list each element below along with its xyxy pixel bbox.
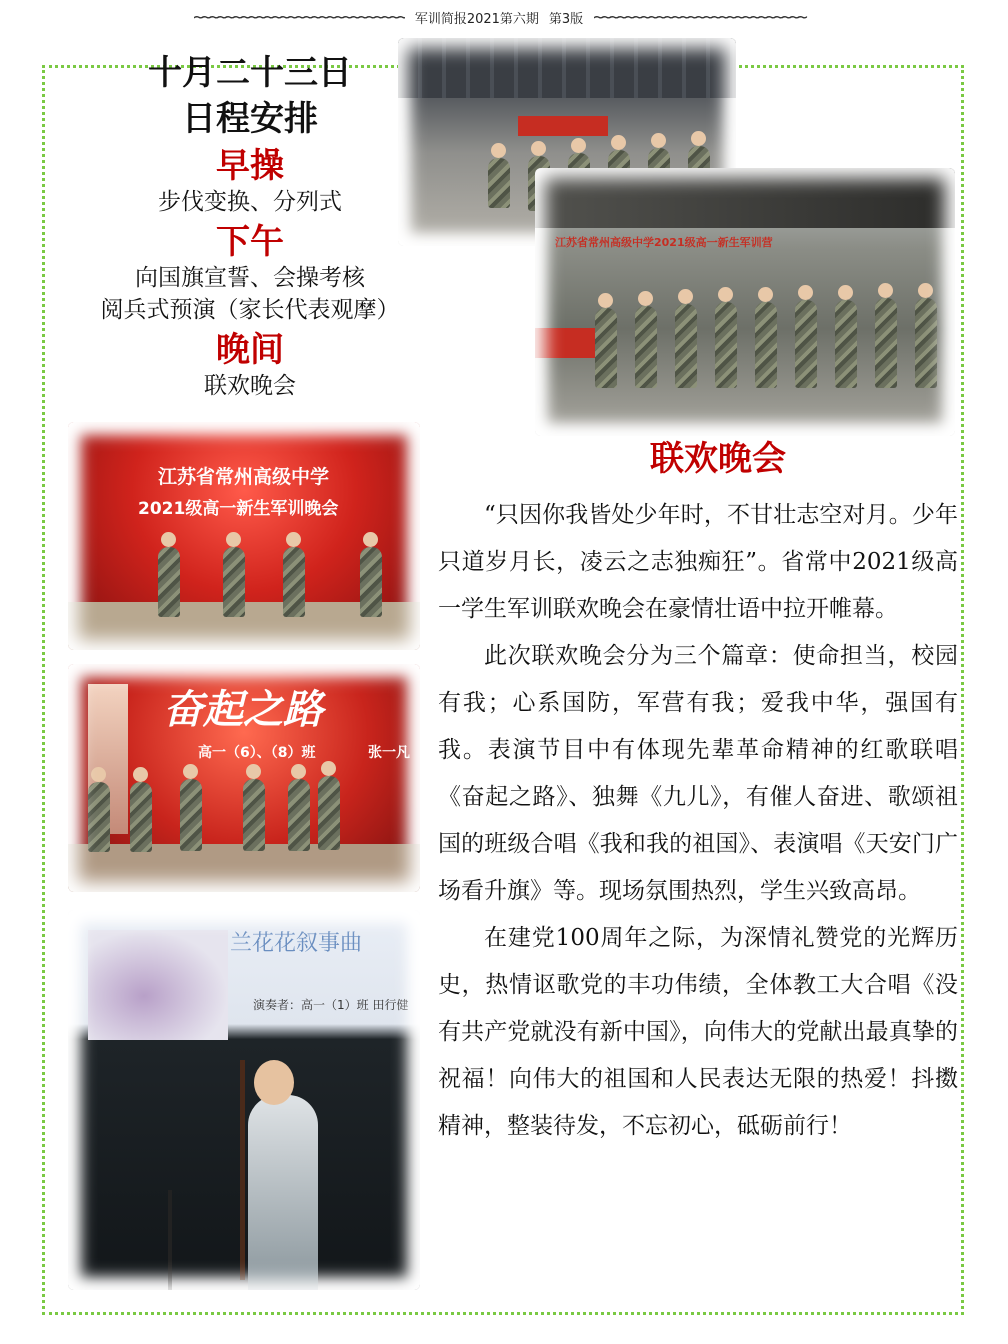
drill-banner: 江苏省常州高级中学2021级高一新生军训营: [555, 236, 773, 249]
gala-stage-photo: [68, 422, 420, 650]
drill-photo-parade: [535, 168, 955, 436]
erhu-performer: 演奏者：高一（1）班 田行健: [253, 998, 409, 1012]
song-title: 奋起之路: [163, 687, 323, 733]
article-body: [438, 492, 958, 1150]
schedule-title: 日程安排: [182, 99, 318, 139]
header-right-wave: ~~~~~~~~~~~~~~~~~~~~~~~~~~~: [593, 6, 805, 28]
gala-banner-line2: 2021级高一新生军训晚会: [138, 499, 339, 519]
song-performer: 张一凡: [368, 745, 410, 761]
page-header: [0, 4, 1008, 30]
article-paragraph: 在建党100周年之际，为深情礼赞党的光辉历史，热情讴歌党的丰功伟绩，全体教工大合唱《没有共产党就没有新中国》，向伟大的党献出最真挚的祝福！向伟大的祖国和人民表达无限的热爱！抖擞精神，整装待发，不忘初心，砥砺前行！: [438, 925, 958, 1139]
article-paragraph: 此次联欢晚会分为三个篇章：使命担当，校园有我；心系国防，军营有我；爱我中华，强国有我。表演节目中有体现先辈革命精神的红歌联唱《奋起之路》、独舞《九儿》，有催人奋进、歌颂祖国的班级合唱《我和我的祖国》、表演唱《天安门广场看升旗》等。现场氛围热烈，学生兴致高昂。: [438, 643, 958, 904]
schedule-section-morning: 早操: [216, 146, 284, 186]
schedule-item: 阅兵式预演（家长代表观摩）: [100, 297, 400, 323]
schedule-date: 十月二十三日: [148, 53, 352, 93]
song-performance-photo: [68, 664, 420, 892]
erhu-piece-title: 兰花花叙事曲: [230, 931, 363, 956]
header-left-wave: ~~~~~~~~~~~~~~~~~~~~~~~~~~~: [193, 6, 405, 28]
schedule-section-evening: 晚间: [216, 330, 284, 370]
schedule-item: 联欢晚会: [204, 373, 296, 399]
article-heading: 联欢晚会: [650, 439, 786, 479]
schedule-item: 向国旗宣誓、会操考核: [135, 265, 365, 291]
schedule-item: 步伐变换、分列式: [158, 189, 342, 215]
erhu-performance-photo: [68, 910, 420, 1290]
schedule-block: [60, 50, 440, 402]
page-number: 第3版: [548, 11, 584, 27]
gala-banner-line1: 江苏省常州高级中学: [158, 466, 330, 488]
schedule-section-afternoon: 下午: [216, 222, 284, 262]
newsletter-title: 军训简报2021第六期: [414, 11, 539, 27]
song-classes: 高一（6）、（8）班: [198, 745, 316, 761]
article-paragraph: “只因你我皆处少年时，不甘壮志空对月。少年只道岁月长，凌云之志独痴狂”。省常中2021级高一学生军训联欢晚会在豪情壮语中拉开帷幕。: [438, 502, 958, 622]
